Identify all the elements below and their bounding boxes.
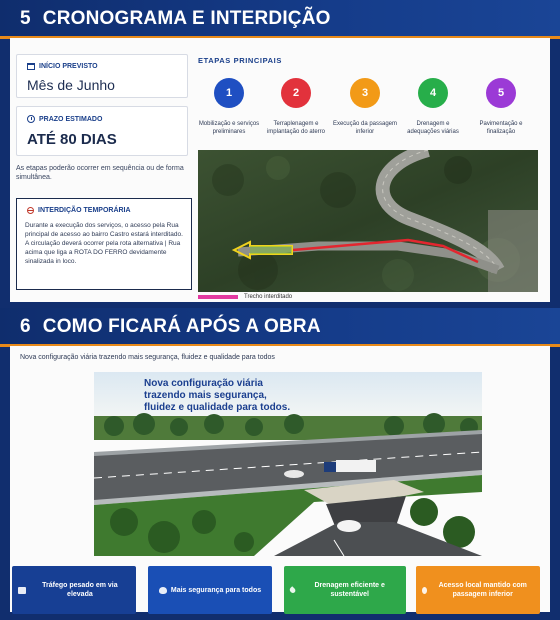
step-label: Mobilização e serviços preliminares <box>198 121 260 135</box>
step-3 <box>332 78 398 136</box>
legend-swatch <box>198 295 238 299</box>
section-header-apos-obra <box>0 308 560 346</box>
start-date-card <box>16 54 188 98</box>
map-legend <box>198 294 292 300</box>
people-icon <box>422 587 427 594</box>
step-number: 5 <box>486 78 516 108</box>
stages-note: As etapas poderão ocorrer em sequência ou de forma simultânea. <box>16 165 184 181</box>
step-number: 3 <box>350 78 380 108</box>
section-number: 6 <box>20 316 31 337</box>
feature-label: Acesso local mantido com passagem inferior <box>438 582 527 598</box>
feature-card-local-access <box>416 566 540 614</box>
cronograma-panel <box>10 38 550 302</box>
feature-card-drainage <box>284 566 406 614</box>
feature-card-heavy-traffic <box>12 566 136 614</box>
section-header-cronograma <box>0 0 560 38</box>
start-date-label: INÍCIO PREVISTO <box>39 63 98 70</box>
render-caption: Nova configuração viária trazendo mais segurança, fluidez e qualidade para todos. <box>144 378 291 413</box>
step-1 <box>196 78 262 136</box>
start-date-value: Mês de Junho <box>27 77 115 93</box>
step-number: 4 <box>418 78 448 108</box>
step-4 <box>400 78 466 136</box>
step-label: Terraplenagem e implantação do aterro <box>266 121 326 135</box>
calendar-icon <box>27 63 35 70</box>
interdiction-card <box>16 198 192 290</box>
step-5 <box>468 78 534 136</box>
after-works-intro: Nova configuração viária trazendo mais segurança, fluidez e qualidade para todos <box>20 354 275 361</box>
section-title: CRONOGRAMA E INTERDIÇÃO <box>42 8 331 29</box>
legend-label: Trecho interditado <box>244 294 293 300</box>
section-title: COMO FICARÁ APÓS A OBRA <box>42 316 321 337</box>
shield-icon <box>159 587 167 594</box>
duration-label: PRAZO ESTIMADO <box>39 115 103 123</box>
map-graphic <box>198 150 538 292</box>
step-label: Drenagem e adequações viárias <box>407 121 459 135</box>
step-label: Pavimentação e finalização <box>479 121 523 135</box>
feature-label: Tráfego pesado em via elevada <box>42 582 118 598</box>
interdiction-text: Durante a execução dos serviços, o acesso pela Rua principal de acesso ao bairro Castro estará interditado. A circulação deverá ocorrer pela rota alternativa | Rua acima que liga a ROTA DO FERRO devidamente sinalizada in loco. <box>25 222 183 265</box>
truck-icon <box>18 587 26 594</box>
step-label: Execução da passagem inferior <box>332 121 398 135</box>
feature-label: Drenagem eficiente e sustentável <box>314 582 385 598</box>
feature-card-safety <box>148 566 272 614</box>
no-entry-icon <box>27 207 34 214</box>
stages-title: ETAPAS PRINCIPAIS <box>198 56 282 65</box>
clock-icon <box>27 115 35 123</box>
duration-value: ATÉ 80 DIAS <box>27 131 117 148</box>
interdiction-title: INTERDIÇÃO TEMPORÁRIA <box>38 207 131 214</box>
road-render <box>94 372 482 556</box>
duration-card <box>16 106 188 156</box>
feature-label: Mais segurança para todos <box>170 586 262 594</box>
section-number: 5 <box>20 8 31 29</box>
step-2 <box>263 78 329 136</box>
step-number: 2 <box>281 78 311 108</box>
drop-icon <box>289 586 297 594</box>
step-number: 1 <box>214 78 244 108</box>
aerial-map <box>198 150 538 292</box>
